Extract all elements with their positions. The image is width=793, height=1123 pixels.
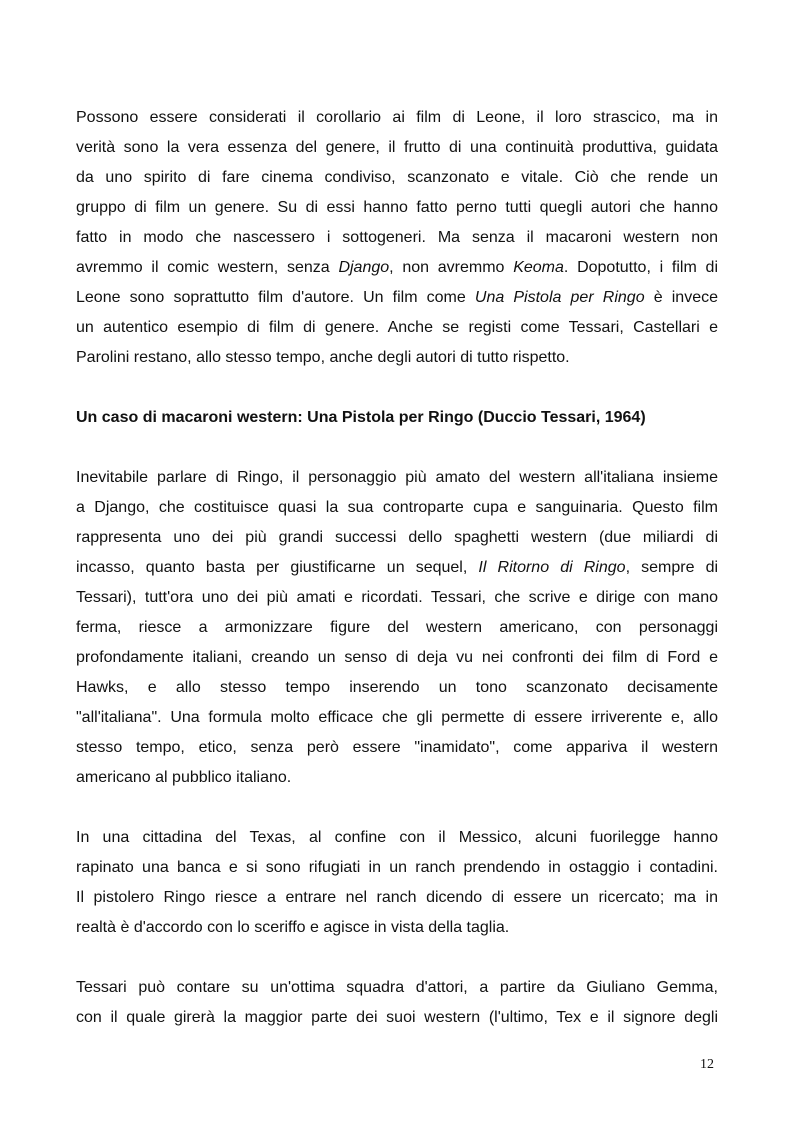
text-line: stesso tempo, etico, senza però essere "inamidato", come appariva il western	[76, 739, 718, 756]
text-line: In una cittadina del Texas, al confine con il Messico, alcuni fuorilegge hanno	[76, 829, 718, 846]
text-line	[76, 253, 718, 283]
text-line: realtà è d'accordo con lo sceriffo e agisce in vista della taglia.	[76, 919, 510, 936]
title-django: Django	[338, 259, 390, 276]
text-line: Il pistolero Ringo riesce a entrare nel ranch dicendo di essere un ricercato; ma in	[76, 889, 718, 906]
page-body	[76, 103, 718, 1033]
text-line: Parolini restano, allo stesso tempo, anche degli autori di tutto rispetto.	[76, 349, 570, 366]
heading-text: Un caso di macaroni western: Una Pistola per Ringo (Duccio Tessari, 1964)	[76, 409, 646, 426]
text-line: fatto in modo che nascessero i sottogeneri. Ma senza il macaroni western non	[76, 229, 718, 246]
paragraph-1	[76, 103, 718, 373]
text-line: verità sono la vera essenza del genere, il frutto di una continuità produttiva, guidata	[76, 139, 718, 156]
text-line: Hawks, e allo stesso tempo inserendo un tono scanzonato decisamente	[76, 679, 718, 696]
title-il-ritorno-di-ringo: Il Ritorno di Ringo	[478, 559, 626, 576]
text-line: con il quale girerà la maggior parte dei suoi western (l'ultimo, Tex e il signore degli	[76, 1009, 718, 1026]
text-run: avremmo il comic western, senza	[76, 259, 339, 276]
text-line: gruppo di film un genere. Su di essi hanno fatto perno tutti quegli autori che hanno	[76, 199, 718, 216]
text-line: un autentico esempio di film di genere. Anche se registi come Tessari, Castellari e	[76, 319, 718, 336]
title-una-pistola-per-ringo: Una Pistola per Ringo	[474, 289, 645, 306]
text-run: , sempre di	[625, 559, 719, 576]
text-line: Tessari può contare su un'ottima squadra d'attori, a partire da Giuliano Gemma,	[76, 979, 718, 996]
paragraph-4	[76, 973, 718, 1033]
text-line: da uno spirito di fare cinema condiviso, scanzonato e vitale. Ciò che rende un	[76, 169, 718, 186]
text-line: a Django, che costituisce quasi la sua controparte cupa e sanguinaria. Questo film	[76, 499, 718, 516]
text-run: è invece	[644, 289, 718, 306]
text-line	[76, 283, 718, 313]
paragraph-2	[76, 463, 718, 793]
text-line: profondamente italiani, creando un senso di deja vu nei confronti dei film di Ford e	[76, 649, 718, 666]
text-line: rapinato una banca e si sono rifugiati in un ranch prendendo in ostaggio i contadini.	[76, 859, 718, 876]
text-run: Leone sono soprattutto film d'autore. Un film come	[76, 289, 475, 306]
text-line: Tessari), tutt'ora uno dei più amati e ricordati. Tessari, che scrive e dirige con mano	[76, 589, 718, 606]
paragraph-3	[76, 823, 718, 943]
text-line: americano al pubblico italiano.	[76, 769, 292, 786]
text-run: , non avremmo	[389, 259, 514, 276]
text-line	[76, 553, 718, 583]
text-line: "all'italiana". Una formula molto efficace che gli permette di essere irriverente e, allo	[76, 709, 718, 726]
title-keoma: Keoma	[513, 259, 564, 276]
text-line: Inevitabile parlare di Ringo, il personaggio più amato del western all'italiana insieme	[76, 469, 718, 486]
section-heading	[76, 403, 718, 433]
page-number: 12	[700, 1057, 714, 1072]
text-run: incasso, quanto basta per giustificarne un sequel,	[76, 559, 479, 576]
text-line: ferma, riesce a armonizzare figure del western americano, con personaggi	[76, 619, 718, 636]
text-line: Possono essere considerati il corollario ai film di Leone, il loro strascico, ma in	[76, 109, 718, 126]
text-line: rappresenta uno dei più grandi successi dello spaghetti western (due miliardi di	[76, 529, 718, 546]
text-run: . Dopotutto, i film di	[563, 259, 719, 276]
